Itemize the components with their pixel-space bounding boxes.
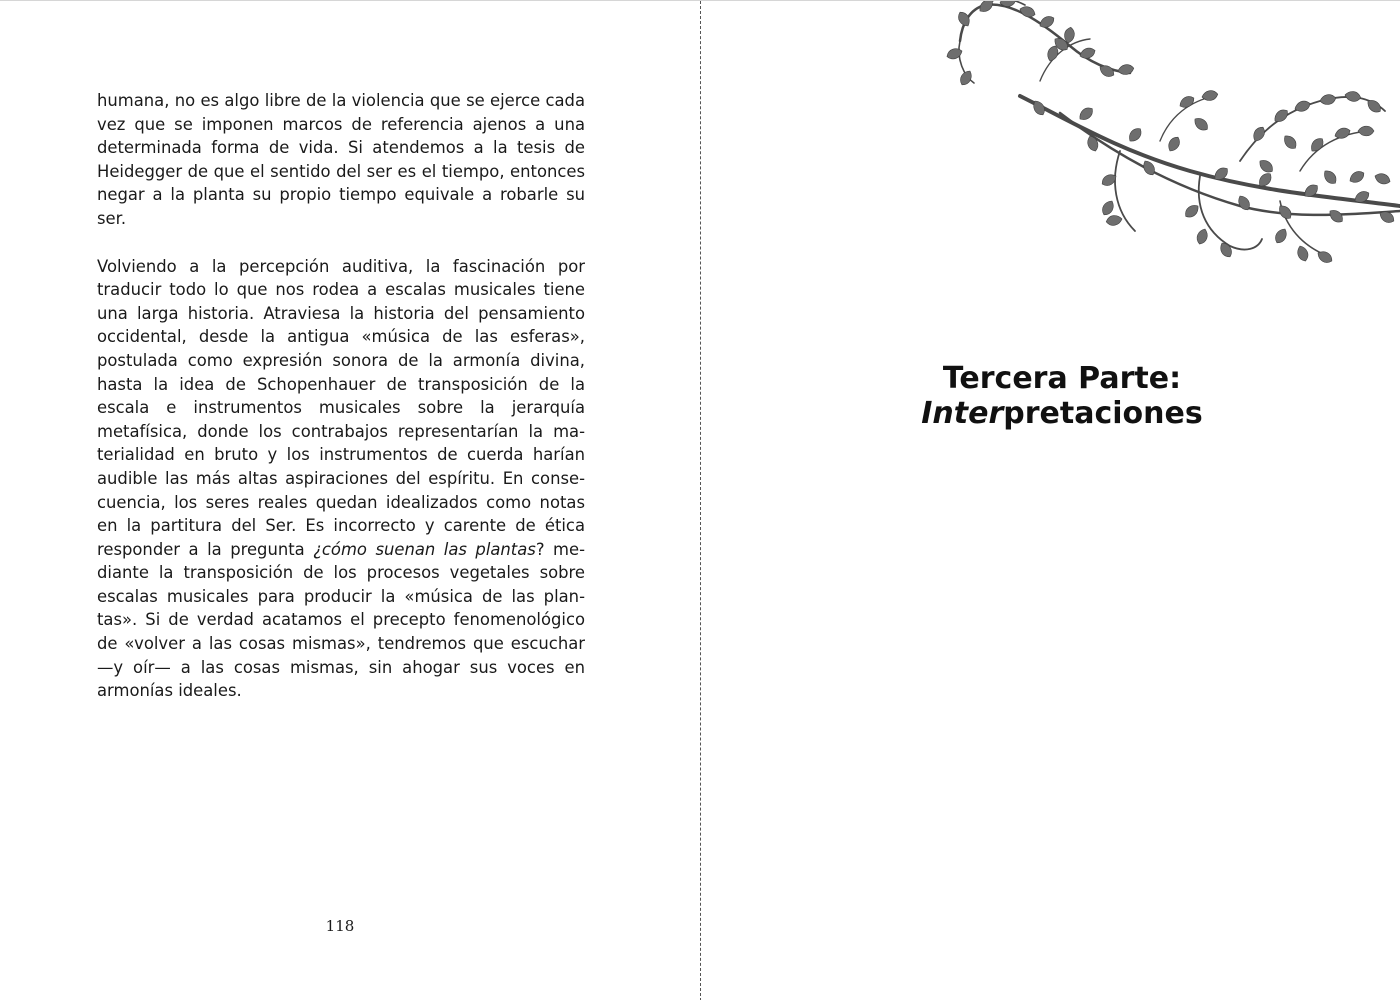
- part-title: [822, 361, 1302, 431]
- paragraph-2-italic-question: ¿cómo suenan las plantas: [313, 539, 536, 559]
- part-title-italic-prefix: Inter: [921, 396, 1004, 431]
- vine-branch-icon: [940, 1, 1400, 281]
- left-page: [0, 1, 700, 1000]
- part-title-suffix: pretaciones: [1003, 396, 1203, 431]
- paragraph-2-part-1: Volviendo a la percepción auditiva, la fascinación por traducir todo lo que nos rodea a escalas musicales tiene una larga historia. Atraviesa la historia del pensamiento occidental, desde la antigua «música de las esferas», postulada como expresión sonora de la armonía divina, hasta la idea de Schopenhauer de transposición de la escala e instrumentos musicales sobre la jerarquía metafísica, donde los contrabajos representarían la materialidad en bruto y los instrumentos de cuerda harían audible las más altas aspiraciones del espíritu. En consecuencia, los seres reales quedan idealizados como notas en la partitura del Ser. Es incorrecto y carente de ética responder a la pregunta: [97, 256, 585, 559]
- body-text: [97, 89, 585, 727]
- part-title-line-1: Tercera Parte:: [942, 361, 1182, 396]
- paragraph-1: [97, 89, 585, 231]
- page-gutter-divider: [700, 1, 701, 1000]
- paragraph-1-text: humana, no es algo libre de la violencia que se ejerce cada vez que se imponen marcos de referencia ajenos a una determinada forma de vida. Si atendemos a la tesis de Heidegger de que el sentido del ser es el tiempo, entonces negar a la planta su propio tiempo equivale a robarle su ser.: [97, 91, 585, 228]
- paragraph-2: [97, 255, 585, 703]
- paragraph-2-part-2: ? mediante la transposición de los procesos vegetales sobre escalas musicales para producir la «música de las plantas». Si de verdad acatamos el precepto fenomenológico de «volver a las cosas mismas», tendremos que escuchar —y oír— a las cosas mismas, sin ahogar sus voces en armonías ideales.: [97, 539, 585, 701]
- part-title-line-2: [822, 396, 1302, 431]
- right-page: [702, 1, 1400, 1000]
- page-number: 118: [325, 917, 355, 935]
